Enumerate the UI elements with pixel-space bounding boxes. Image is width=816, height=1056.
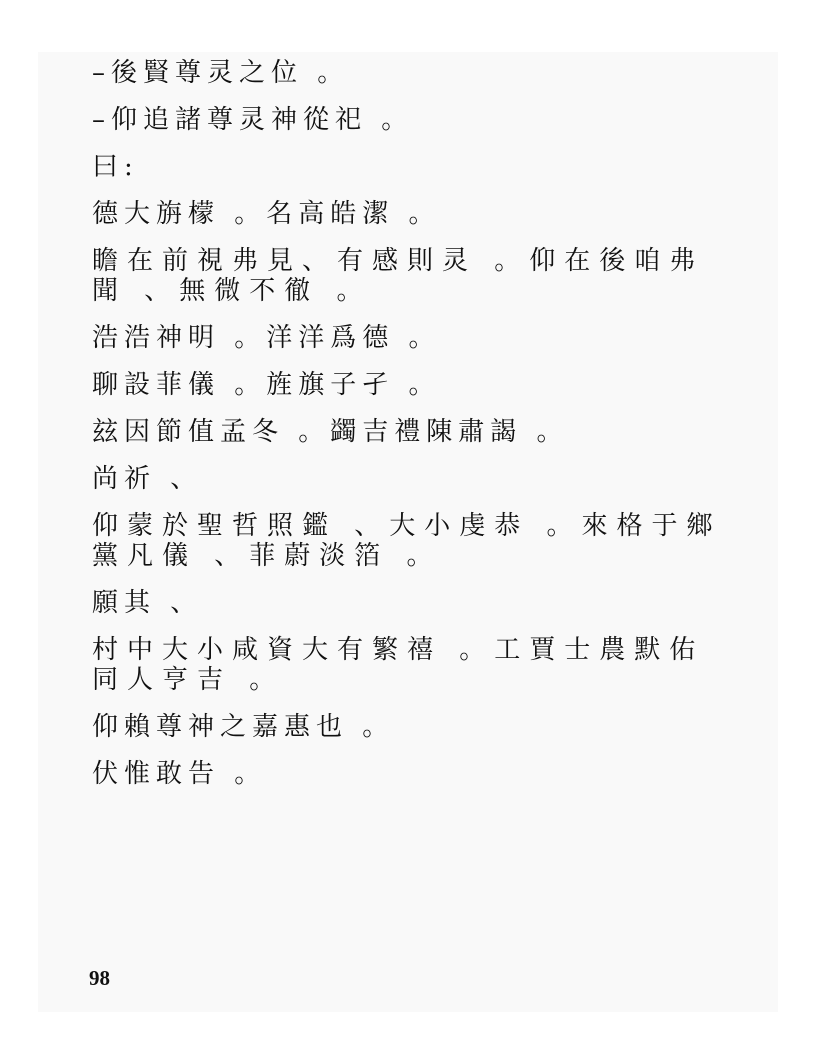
text-line: 曰:: [92, 152, 139, 182]
text-line: –後賢尊灵之位 。: [92, 58, 350, 88]
document-body: [92, 58, 732, 789]
text-line: 德大旃檬 。名高皓潔 。: [92, 199, 441, 229]
text-line: 玆因節值孟冬 。蠲吉禮陳肅謁 。: [92, 417, 569, 447]
text-line: 村中大小咸資大有繁禧 。工賈士農默佑同人亨吉 。: [92, 635, 705, 695]
text-line: 伏惟敢告 。: [92, 759, 267, 789]
text-line: 浩浩神明 。洋洋爲德 。: [92, 323, 441, 353]
text-line: 聊設菲儀 。旌旗子孑 。: [92, 370, 441, 400]
text-line: 願其 、: [92, 588, 203, 618]
text-line: 仰蒙於聖哲照鑑 、大小虔恭 。來格于鄉黨凡儀 、菲蔚淡箔 。: [92, 511, 722, 571]
text-line: 瞻在前視弗見、有感則灵 。仰在後咱弗聞 、無微不徹 。: [92, 246, 705, 306]
page-number: 98: [89, 966, 110, 990]
text-line: 尚祈 、: [92, 464, 203, 494]
text-line: 仰賴尊神之嘉惠也 。: [92, 712, 395, 742]
text-line: –仰追諸尊灵神從祀 。: [92, 105, 414, 135]
